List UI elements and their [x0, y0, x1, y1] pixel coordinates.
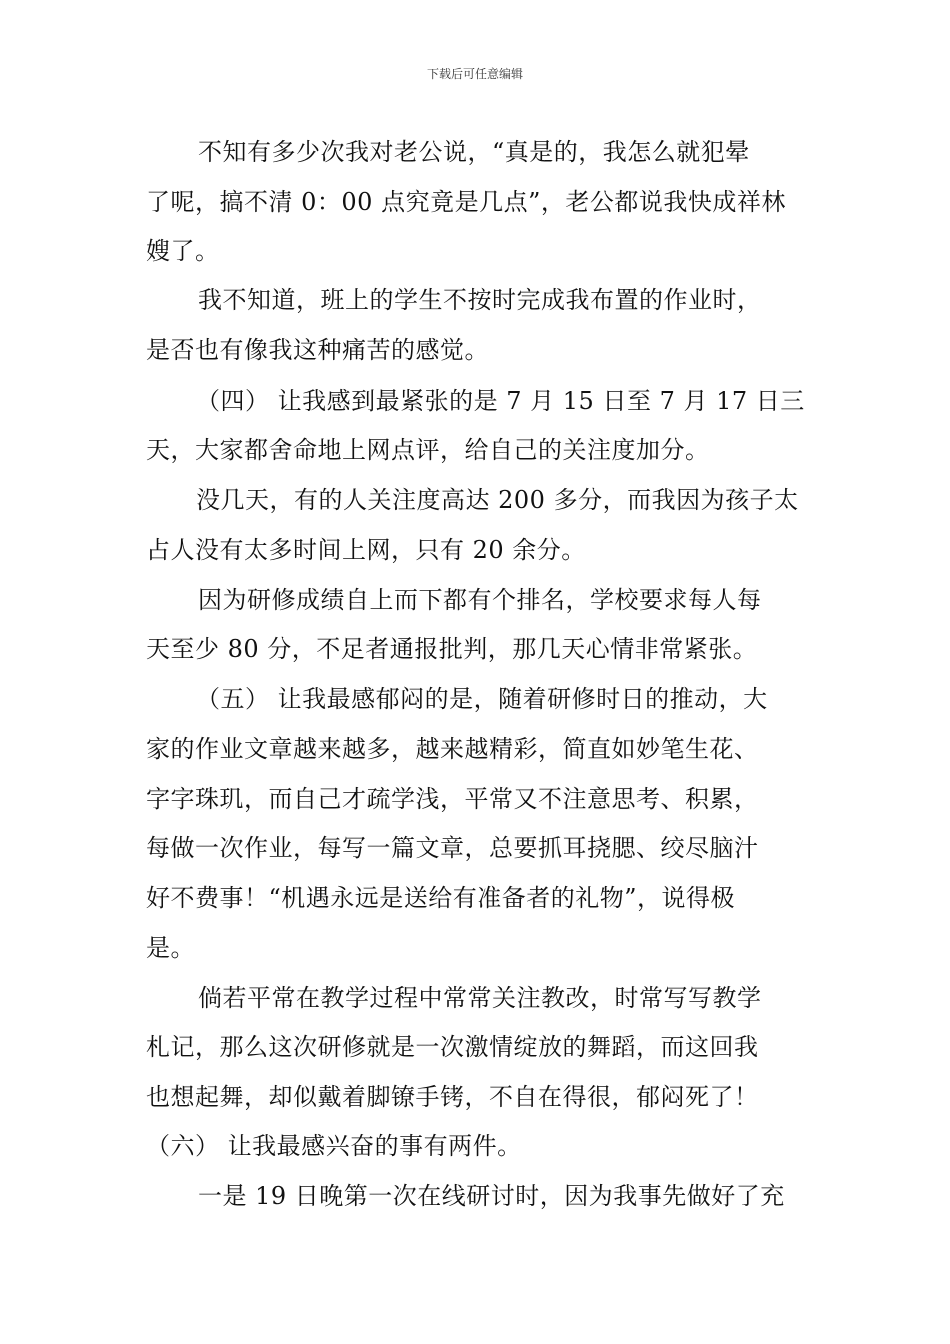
text-line: （五） 让我最感郁闷的是，随着研修时日的推动，大 — [196, 685, 768, 713]
text-line: 没几天，有的人关注度高达 200 多分，而我因为孩子太 — [196, 486, 799, 514]
text-line: 不知有多少次我对老公说，“真是的，我怎么就犯晕 — [198, 138, 750, 166]
text-line: （四） 让我感到最紧张的是 7 月 15 日至 7 月 17 日三 — [196, 387, 805, 415]
text-line: 天，大家都舍命地上网点评，给自己的关注度加分。 — [146, 436, 710, 464]
text-line: 是。 — [146, 934, 195, 962]
text-line: 了呢，搞不清 0：00 点究竟是几点”，老公都说我快成祥林 — [146, 188, 786, 216]
text-line: 字字珠玑，而自己才疏学浅，平常又不注意思考、积累， — [146, 785, 759, 813]
page-header: 下载后可任意编辑 — [426, 67, 523, 81]
text-line: 占人没有太多时间上网，只有 20 余分。 — [146, 536, 586, 564]
text-line: （六） 让我最感兴奋的事有两件。 — [146, 1132, 522, 1160]
text-line: 一是 19 日晚第一次在线研讨时，因为我事先做好了充 — [198, 1182, 785, 1210]
text-line: 每做一次作业，每写一篇文章，总要抓耳挠腮、绞尽脑汁 — [146, 834, 759, 862]
text-line: 因为研修成绩自上而下都有个排名，学校要求每人每 — [198, 586, 762, 614]
text-line: 倘若平常在教学过程中常常关注教改，时常写写教学 — [198, 984, 762, 1012]
text-line: 札记，那么这次研修就是一次激情绽放的舞蹈，而这回我 — [146, 1033, 759, 1061]
text-line: 天至少 80 分，不足者通报批判，那几天心情非常紧张。 — [146, 635, 758, 663]
text-line: 是否也有像我这种痛苦的感觉。 — [146, 336, 489, 364]
text-line: 也想起舞，却似戴着脚镣手铐，不自在得很，郁闷死了！ — [146, 1083, 759, 1111]
text-line: 好不费事！“机遇永远是送给有准备者的礼物”，说得极 — [146, 884, 736, 912]
text-line: 我不知道，班上的学生不按时完成我布置的作业时， — [198, 286, 762, 314]
text-line: 家的作业文章越来越多，越来越精彩，简直如妙笔生花、 — [146, 735, 759, 763]
text-line: 嫂了。 — [146, 237, 220, 265]
